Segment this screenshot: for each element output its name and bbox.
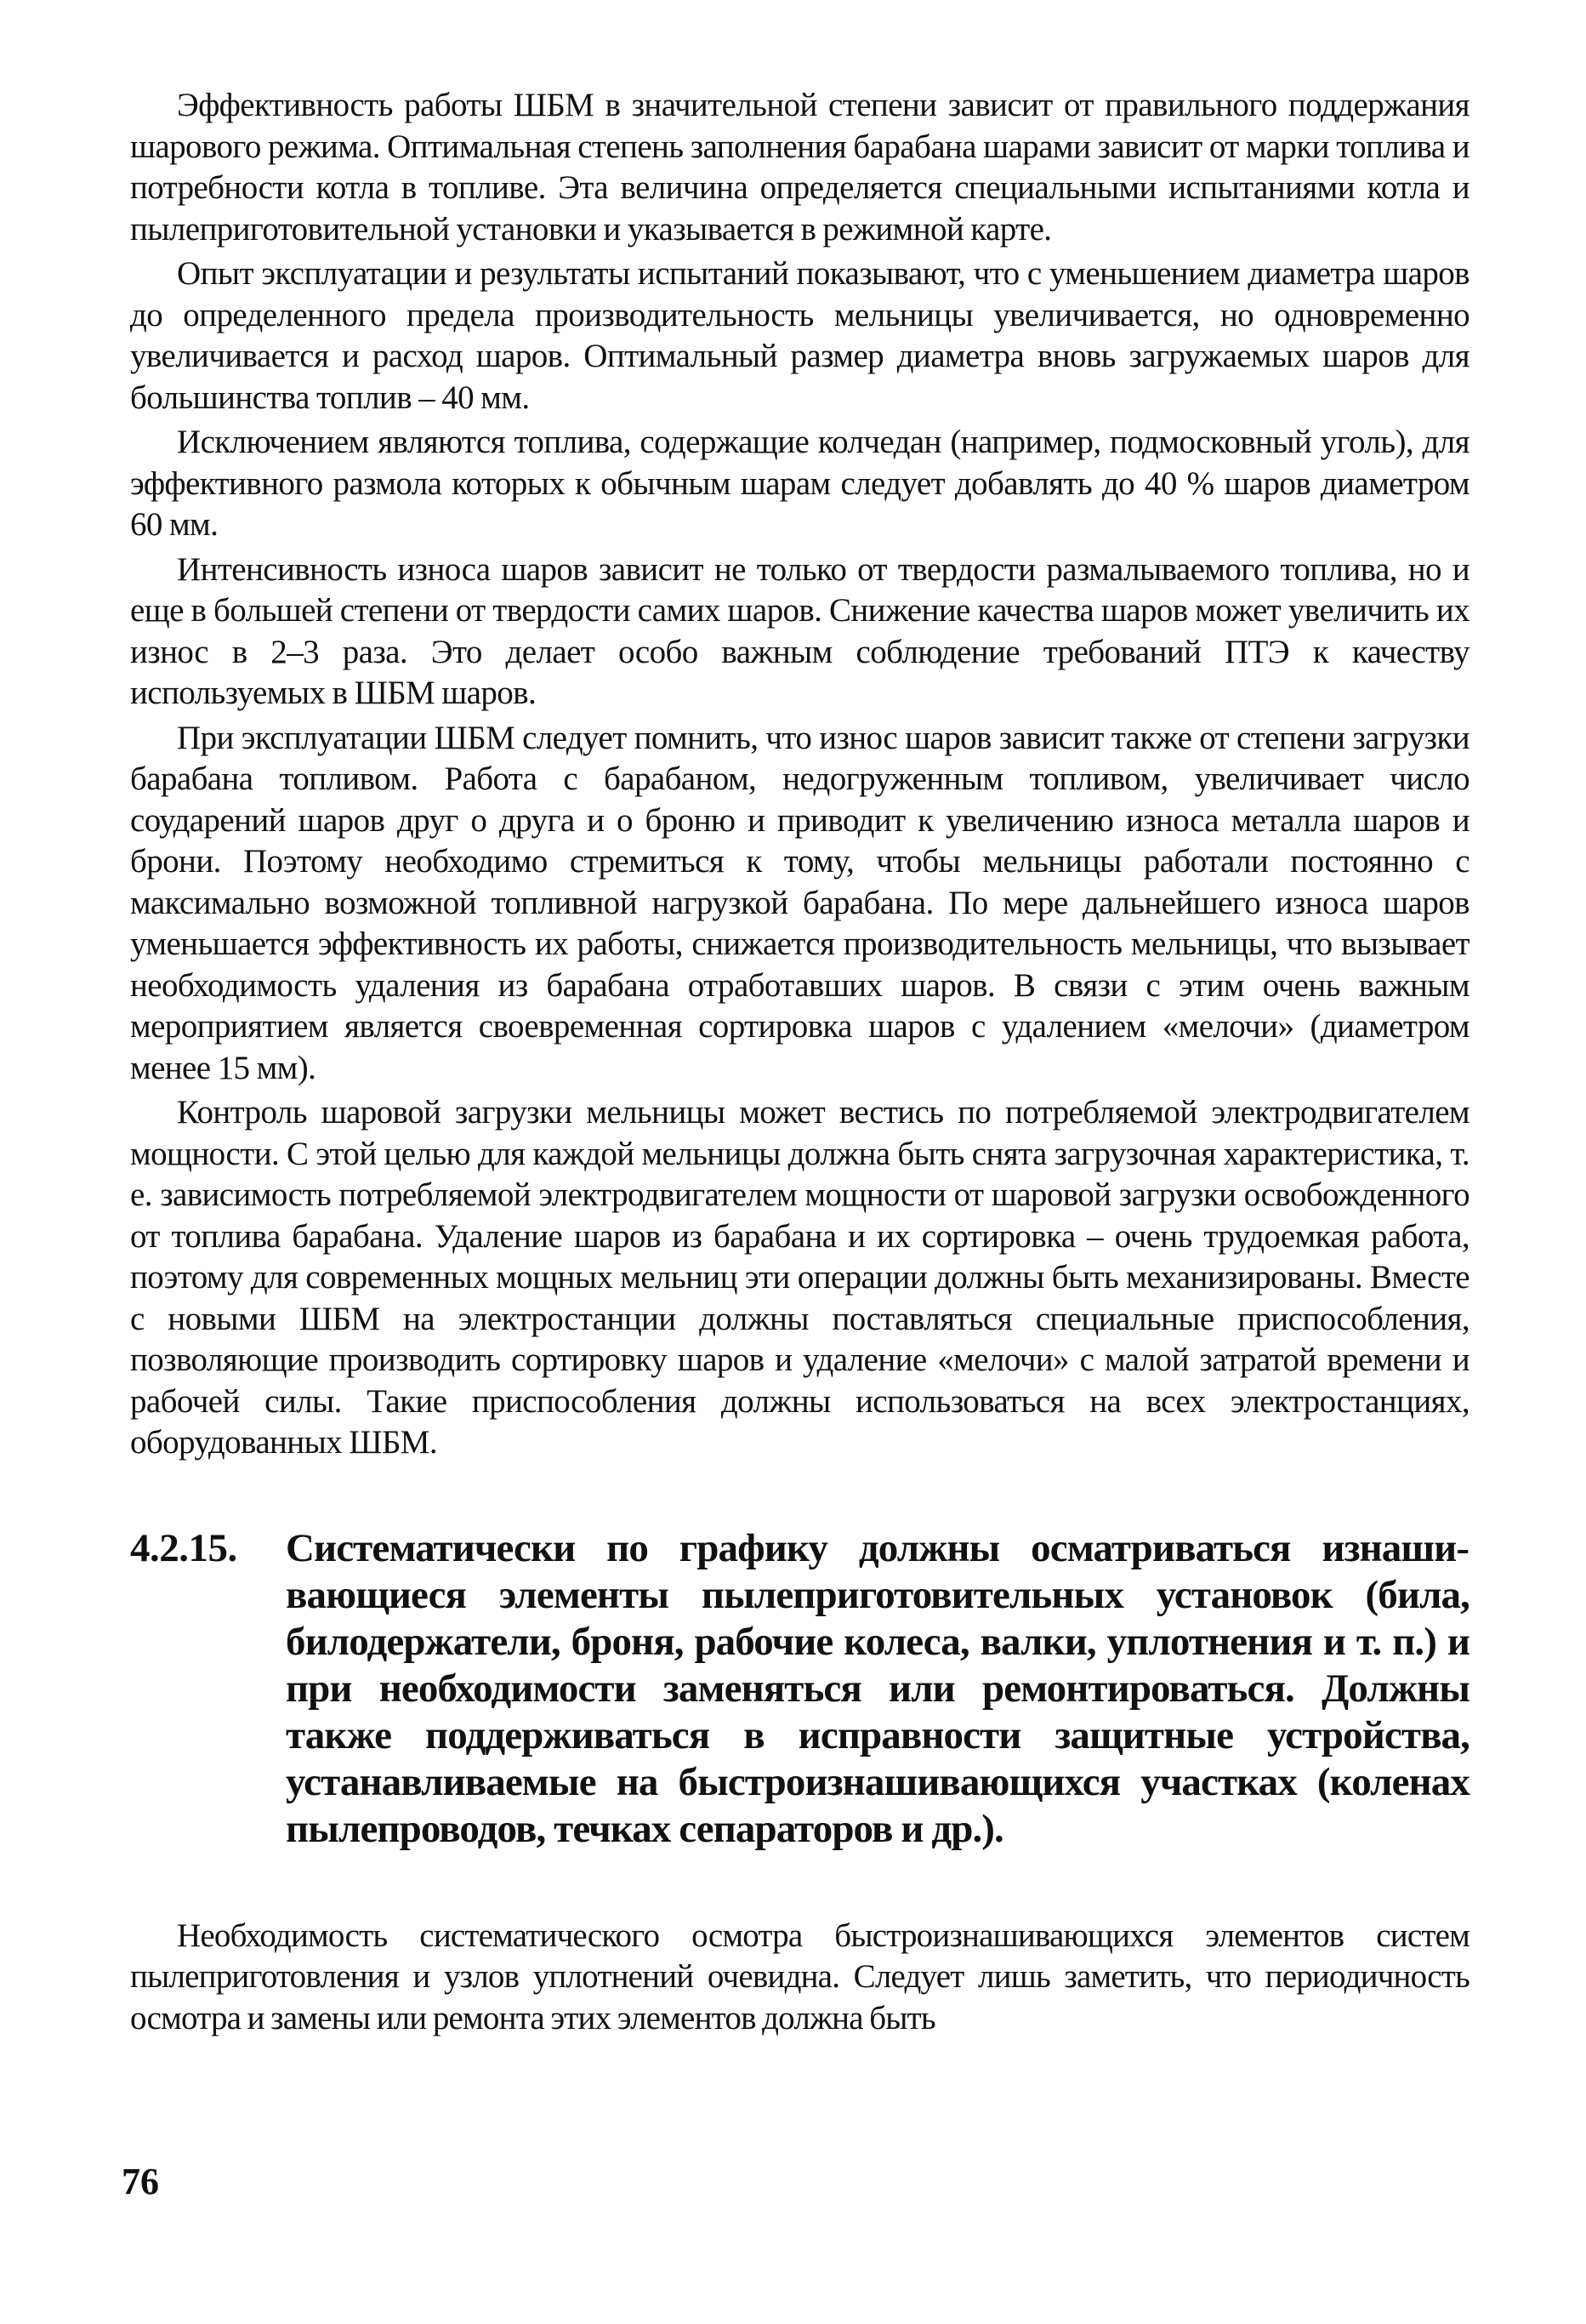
paragraph-inspection-necessity: Необходимость систематического осмотра быстроизнашивающихся элементов систем пылеприготовления и узлов уплотнений очевидна. Следует лишь заметить, что периодичность осмотра и замены или ремонта этих элементов должна быть (130, 1917, 1469, 2036)
page-number: 76 (122, 2161, 159, 2202)
paragraph-drum-loading: При эксплуатации ШБМ следует помнить, что износ шаров зависит также от степени загрузки барабана топливом. Работа с барабаном, недогруженным топливом, увеличивает число соударений шаров друг о друга и о броню и приводит к увеличению износа металла шаров и брони. Поэтому необходимо стремиться к тому, чтобы мельницы работали постоянно с максимально возможной топливной нагрузкой барабана. По мере дальнейшего износа шаров уменьшается эффективность их работы, снижается производительность мельницы, что вызывает необходимость удаления из барабана отработавших шаров. В связи с этим очень важным мероприятием является своевременная сортировка шаров с удалением «мелочи» (диаметром менее 15 мм). (130, 719, 1469, 1086)
paragraph-operating-experience: Опыт эксплуатации и результаты испытаний показывают, что с уменьшением диаметра шаров до определенного предела производительность мельницы увеличивается, но одновременно увеличивается и расход шаров. Оптимальный размер диаметра вновь загружаемых шаров для большинства топлив – 40 мм. (130, 255, 1469, 416)
section-4-2-15 (130, 1525, 1469, 1853)
paragraph-ball-mode: Эффективность работы ШБМ в значительной степени зависит от правильного поддержания шарового режима. Оптимальная степень заполнения барабана шарами зависит от марки топлива и потребности котла в топливе. Эта величина определяется специальными испытаниями котла и пылеприготовительной установки и указывается в режимной карте. (130, 87, 1469, 248)
paragraph-pyrite-exception: Исключением являются топлива, содержащие колчедан (например, подмосковный уголь), для эффективного размола которых к обычным шарам следует добавлять до 40 % шаров диаметром 60 мм. (130, 424, 1469, 543)
paragraph-load-control: Контроль шаровой загрузки мельницы может вестись по потребляемой электродвигателем мощности. С этой целью для каждой мельницы должна быть снята загрузочная характеристика, т. е. зависимость потребляемой электродвигателем мощности от шаровой загрузки освобожденного от топлива барабана. Удаление шаров из барабана и их сортировка – очень трудоемкая работа, поэтому для современных мощных мельниц эти операции должны быть механизированы. Вместе с новыми ШБМ на электростанции должны поставляться специальные приспособления, позволяющие производить сортировку шаров и удаление «мелочи» с малой затратой времени и рабочей силы. Такие приспособления должны использоваться на всех электростанциях, оборудованных ШБМ. (130, 1094, 1469, 1461)
section-number: 4.2.15. (130, 1525, 237, 1570)
section-heading-text: Систематически по графику должны осматриваться изнашивающиеся элементы пылеприготовительных установок (била, билодержатели, броня, рабочие колеса, валки, уплотнения и т. п.) и при необходимости заменяться или ремонтироваться. Должны также поддерживаться в исправности защитные устройства, устанавливаемые на быстроизнашивающихся участках (коленах пылепроводов, течках сепараторов и др.). (286, 1525, 1469, 1851)
text-block (130, 85, 1469, 2039)
paragraph-wear-intensity: Интенсивность износа шаров зависит не только от твердости размалываемого топлива, но и еще в большей степени от твердости самих шаров. Снижение качества шаров может увеличить их износ в 2–3 раза. Это делает особо важным соблюдение требований ПТЭ к качеству используемых в ШБМ шаров. (130, 550, 1469, 711)
